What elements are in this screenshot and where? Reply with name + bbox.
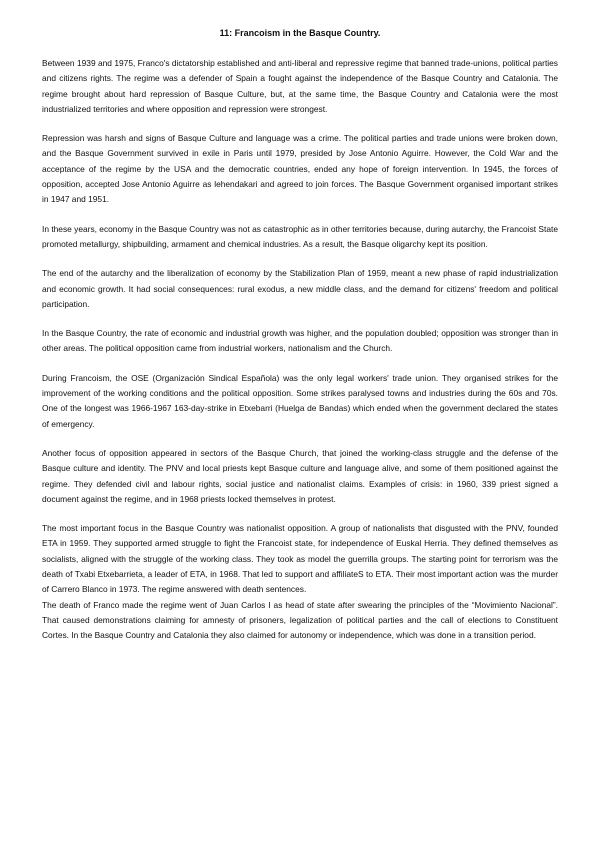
paragraph-economy: In these years, economy in the Basque Country was not as catastrophic as in other territories because, during autarchy, the Francoist State promoted metallurgy, shipbuilding, armament and chemical industries. As a result, the Basque oligarchy kept its position.	[42, 223, 558, 249]
document-page	[42, 27, 558, 658]
paragraph-repression: Repression was harsh and signs of Basque Culture and language was a crime. The political parties and trade unions were broken down, and the Basque Government survived in exile in Paris until 1979, presided by Jose Antonio Aguirre. However, the Cold War and the acceptance of the regime by the USA and the democratic countries, ended any hope of foreign intervention. In 1945, the forces of opposition, accepted Jose Antonio Aguirre as lehendakari and agreed to join forces. The Basque Government organised important strikes in 1947 and 1951.	[42, 133, 558, 205]
paragraph-basque-growth: In the Basque Country, the rate of economic and industrial growth was higher, and the population doubled; opposition was stronger than in other areas. The political opposition came from industrial workers, nationalism and the Church.	[42, 328, 558, 354]
paragraph-intro: Between 1939 and 1975, Franco's dictatorship established and anti-liberal and repressive regime that banned trade-unions, political parties and citizens rights. The regime was a defender of Spain a fought against the independence of the Basque Country and Catalonia. The regime brought about hard repression of Basque Culture, but, at the same time, the Basque Country and Catalonia were the most industrialized territories and where opposition and repression were strongest.	[42, 58, 558, 114]
paragraph-nationalist-opposition: The most important focus in the Basque Country was nationalist opposition. A group of nationalists that disgusted with the PNV, founded ETA in 1959. They supported armed struggle to fight the Francoist state, for independence of Euskal Herria. They defined themselves as socialists, aligned with the struggle of the working class. They took as model the guerrilla groups. The starting point for terrorism was the death of Txabi Etxebarrieta, a leader of ETA, in 1968. That led to support and affiliateS to ETA. Their most important action was the murder of Carrero Blanco in 1973. The regime answered with death sentences.	[42, 523, 558, 595]
paragraph-death-of-franco: The death of Franco made the regime went of Juan Carlos I as head of state after swearing the principles of the “Movimiento Nacional”. That caused demonstrations claiming for amnesty of prisoners, legalization of political parties and the call of elections to Constituent Cortes. In the Basque Country and Catalonia they also claimed for autonomy or independence, which was done in a transition period.	[42, 599, 558, 641]
paragraph-church-opposition: Another focus of opposition appeared in sectors of the Basque Church, that joined the working-class struggle and the defense of the Basque culture and identity. The PNV and local priests kept Basque culture and language alive, and some of them positioned against the regime. They defended civil and labour rights, social justice and nationalist claims. Examples of crisis: in 1960, 339 priest signed a document against the regime, and in 1968 priests locked themselves in protest.	[42, 447, 558, 504]
paragraph-trade-unions: During Francoism, the OSE (Organización Sindical Española) was the only legal workers' trade union. They organised strikes for the improvement of the working conditions and the political opposition. Some strikes paralysed towns and industries during the 60s and 70s. One of the longest was 1966-1967 163-day-strike in Etxebarri (Huelga de Bandas) which ended when the government declared the states of emergency.	[42, 372, 558, 429]
page-title: 11: Francoism in the Basque Country.	[219, 28, 381, 38]
paragraph-stabilization-plan: The end of the autarchy and the liberalization of economy by the Stabilization Plan of 1959, meant a new phase of rapid industrialization and economic growth. It had social consequences: rural exodus, a new middle class, and the demand for citizens' freedom and political participation.	[42, 268, 558, 309]
